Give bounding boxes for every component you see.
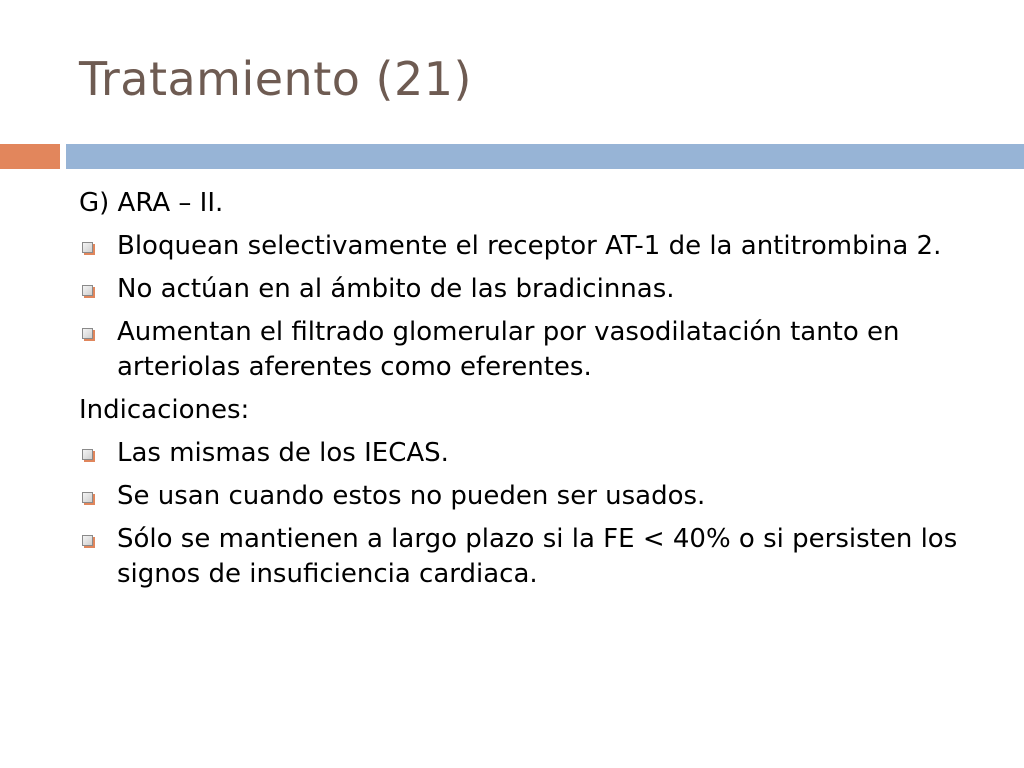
indications-heading: Indicaciones: <box>79 395 250 425</box>
square-bullet-icon <box>82 449 93 460</box>
title-accent-bar-orange <box>0 144 60 169</box>
bullet-text: Aumentan el filtrado glomerular por vasodilatación tanto en arteriolas aferentes como eferentes. <box>117 317 900 382</box>
square-bullet-icon <box>82 285 93 296</box>
section-heading: G) ARA – II. <box>79 188 224 218</box>
bullet-item <box>79 272 979 307</box>
bullet-item <box>79 522 979 592</box>
bullet-text: No actúan en al ámbito de las bradicinnas. <box>117 274 675 304</box>
bullet-item <box>79 436 979 471</box>
bullet-item <box>79 229 979 264</box>
square-bullet-icon <box>82 328 93 339</box>
title-accent-bar-blue <box>66 144 1024 169</box>
bullet-item <box>79 315 979 385</box>
bullet-text: Las mismas de los IECAS. <box>117 438 449 468</box>
bullet-text: Se usan cuando estos no pueden ser usados. <box>117 481 706 511</box>
bullet-text: Sólo se mantienen a largo plazo si la FE < 40% o si persisten los signos de insuficiencia cardiaca. <box>117 524 958 589</box>
slide-body <box>79 186 979 600</box>
bullet-item <box>79 479 979 514</box>
slide-title: Tratamiento (21) <box>79 52 472 106</box>
square-bullet-icon <box>82 535 93 546</box>
square-bullet-icon <box>82 242 93 253</box>
square-bullet-icon <box>82 492 93 503</box>
bullet-text: Bloquean selectivamente el receptor AT-1 de la antitrombina 2. <box>117 231 942 261</box>
